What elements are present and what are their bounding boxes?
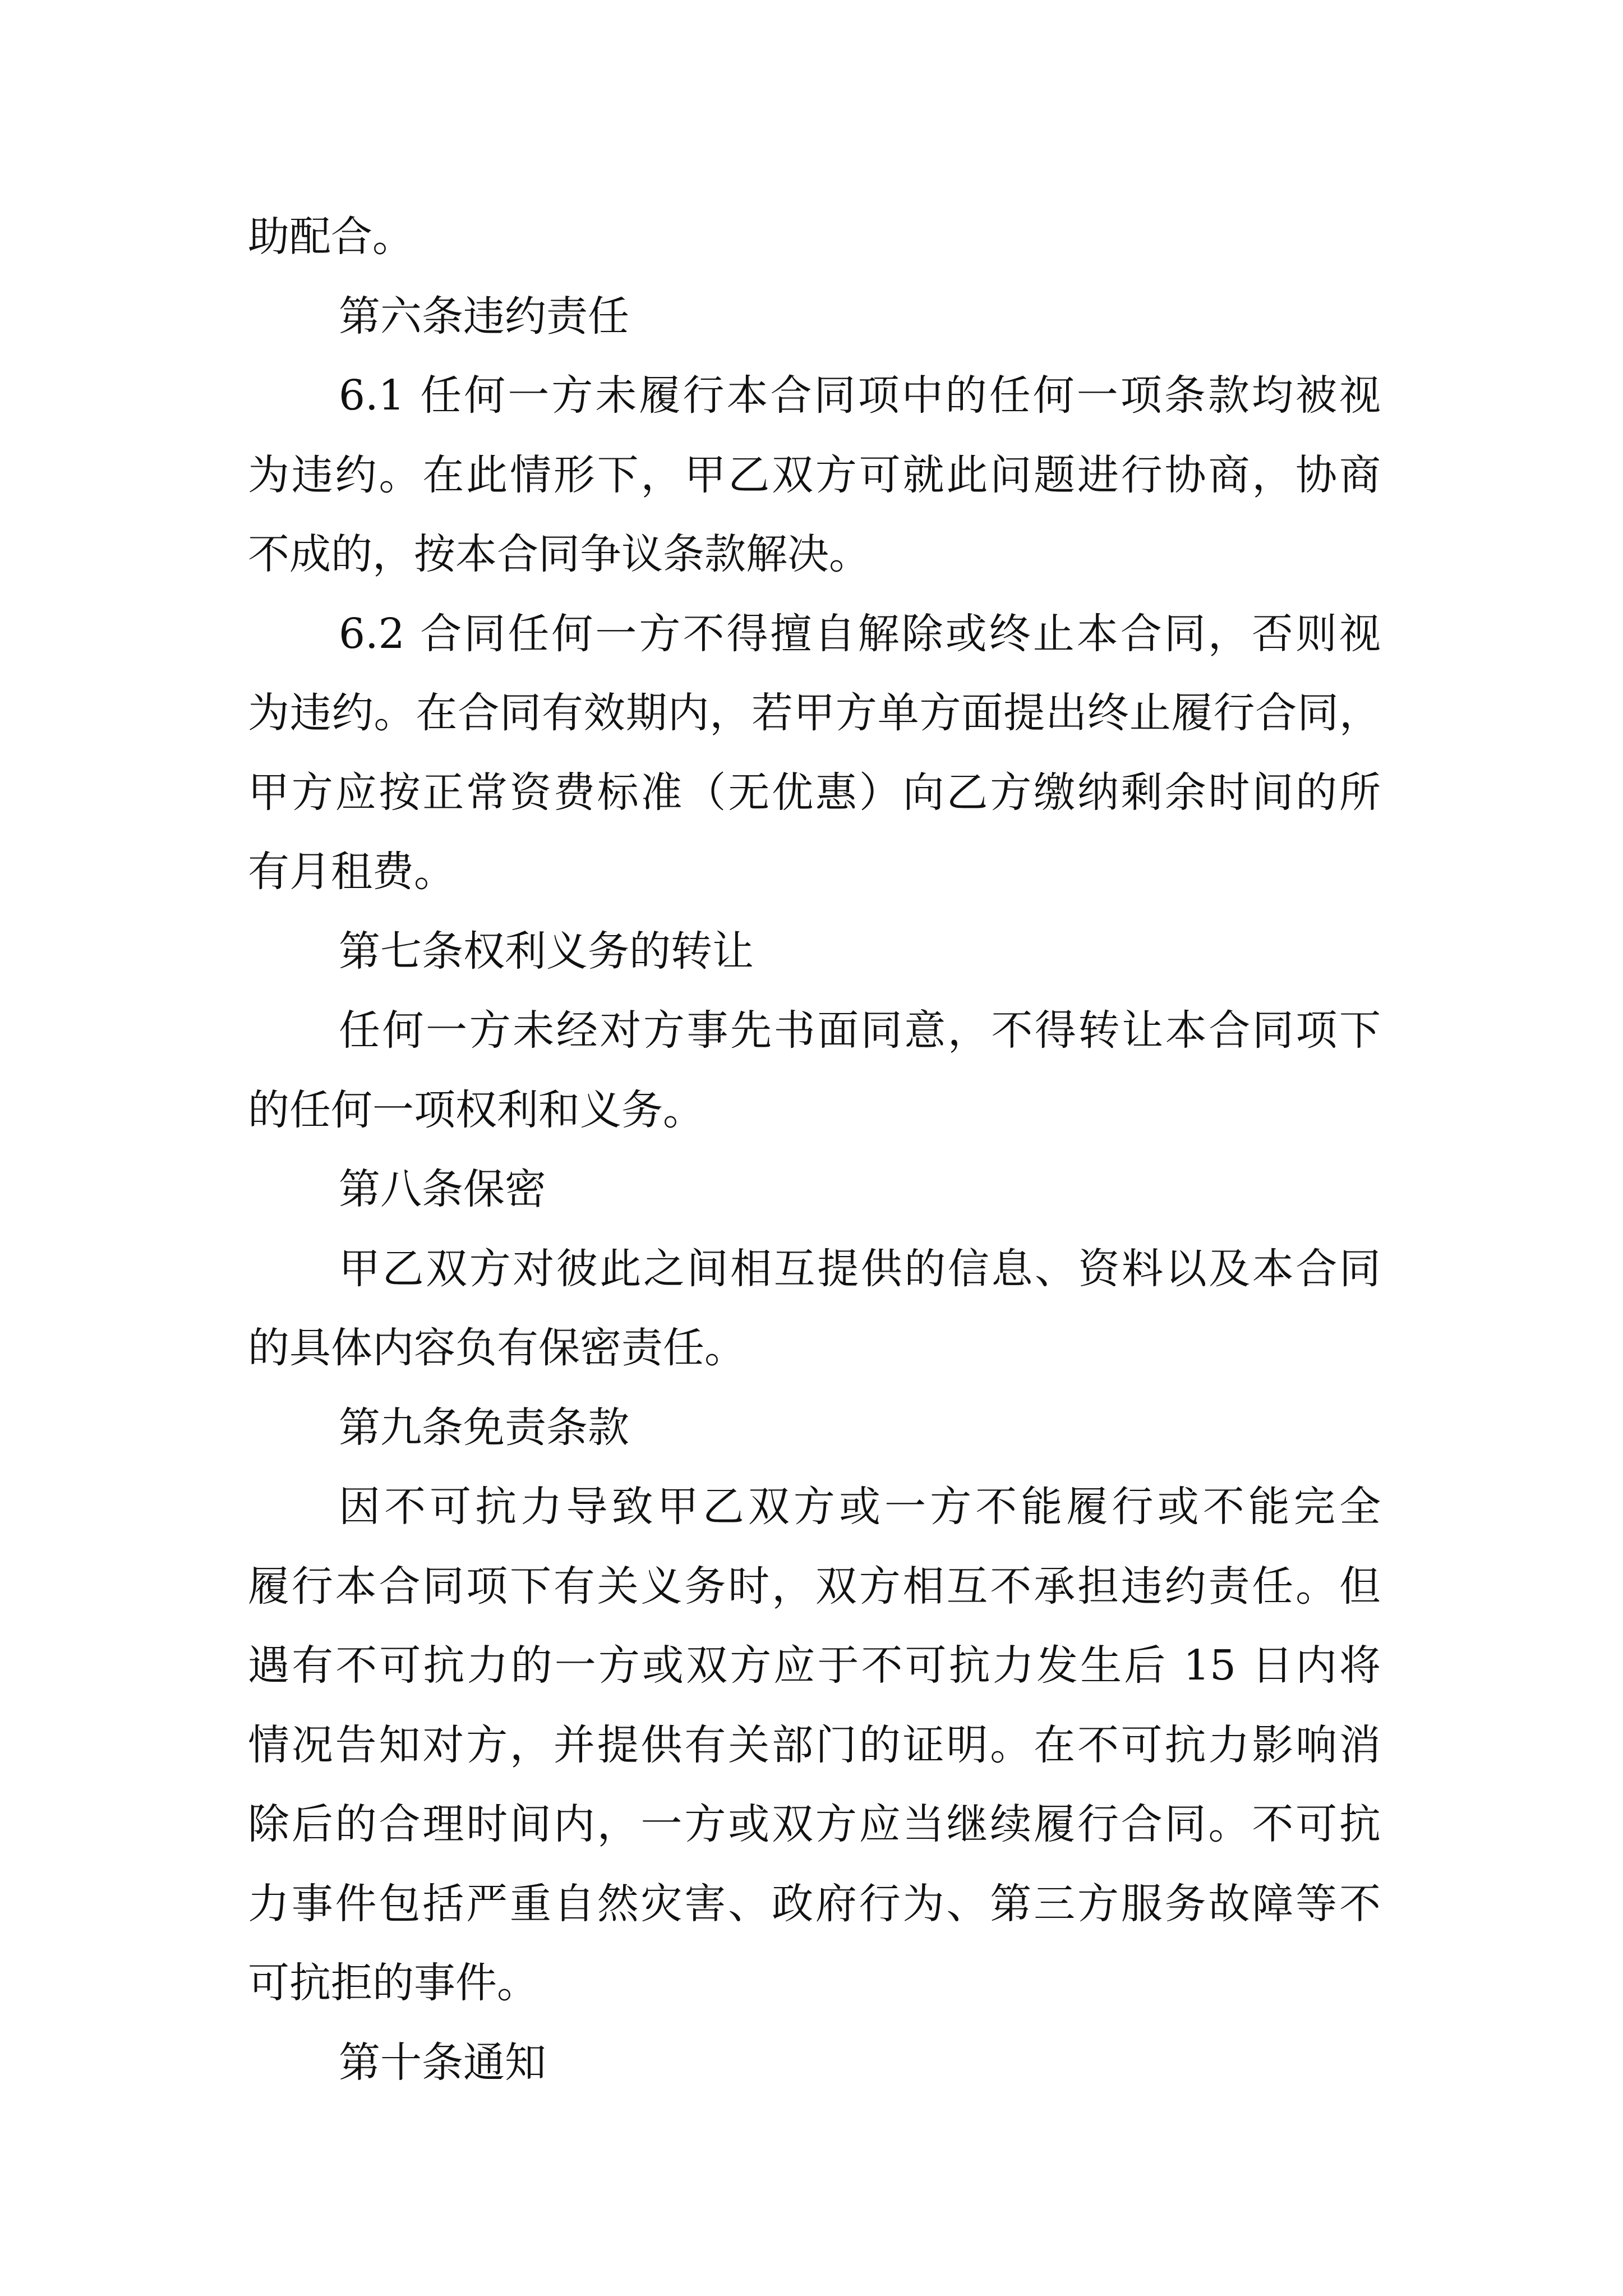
text-line: 不成的，按本合同争议条款解决。 (248, 530, 870, 578)
text-line: 力事件包括严重自然灾害、政府行为、第三方服务故障等不 (248, 1879, 1381, 1928)
text-line: 6.1 任何一方未履行本合同项中的任何一项条款均被视 (339, 371, 1381, 420)
text-line: 履行本合同项下有关义务时，双方相互不承担违约责任。但 (248, 1562, 1381, 1611)
text-line: 因不可抗力导致甲乙双方或一方不能履行或不能完全 (339, 1483, 1381, 1531)
contract-text (248, 197, 1381, 2102)
text-line: 的具体内容负有保密责任。 (248, 1324, 746, 1372)
text-line: 助配合。 (248, 213, 414, 261)
text-line: 为违约。在合同有效期内，若甲方单方面提出终止履行合同， (248, 689, 1381, 737)
text-line: 有月租费。 (248, 848, 455, 896)
text-line: 任何一方未经对方事先书面同意，不得转让本合同项下 (339, 1006, 1381, 1055)
text-line: 除后的合理时间内，一方或双方应当继续履行合同。不可抗 (248, 1800, 1381, 1848)
text-line: 的任何一项权利和义务。 (248, 1085, 704, 1134)
text-line: 6.2 合同任何一方不得擅自解除或终止本合同，否则视 (339, 609, 1381, 658)
section-heading-9: 第九条免责条款 (339, 1403, 629, 1452)
text-line: 可抗拒的事件。 (248, 1959, 538, 2007)
section-heading-6: 第六条违约责任 (339, 292, 629, 341)
section-heading-7: 第七条权利义务的转让 (339, 927, 754, 976)
text-line: 为违约。在此情形下，甲乙双方可就此问题进行协商，协商 (248, 450, 1381, 499)
section-heading-8: 第八条保密 (339, 1165, 546, 1213)
section-heading-10: 第十条通知 (339, 2038, 546, 2087)
text-line: 甲方应按正常资费标准（无优惠）向乙方缴纳剩余时间的所 (248, 768, 1381, 817)
text-line: 情况告知对方，并提供有关部门的证明。在不可抗力影响消 (248, 1720, 1381, 1769)
text-line: 遇有不可抗力的一方或双方应于不可抗力发生后 15 日内将 (248, 1641, 1381, 1690)
text-line: 甲乙双方对彼此之间相互提供的信息、资料以及本合同 (339, 1244, 1381, 1293)
